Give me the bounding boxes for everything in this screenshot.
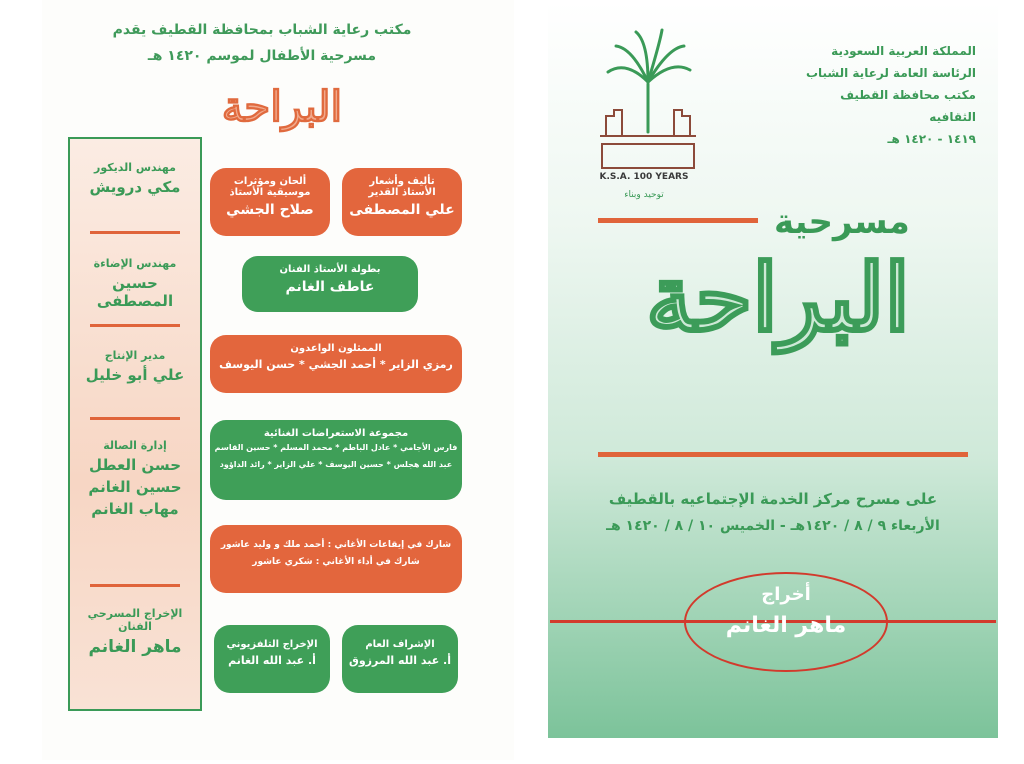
- right-page: [548, 2, 998, 738]
- credit-name: حسين الغانم: [88, 478, 182, 496]
- blob-music: [210, 168, 330, 236]
- director-name: ماهر الغانم: [725, 613, 847, 638]
- venue-line: على مسرح مركز الخدمة الإجتماعيه بالقطيف: [608, 490, 938, 508]
- cover-title: البراحة: [646, 244, 910, 352]
- credit-name: مكي درويش: [89, 178, 181, 196]
- header-line-1: مكتب رعاية الشباب بمحافظة القطيف يقدم: [112, 22, 412, 38]
- blob-rhythms: [210, 525, 462, 593]
- credit-role: مدير الإنتاج: [104, 349, 166, 362]
- blob-name: أ. عبد الله المرزوق: [349, 654, 451, 667]
- credit-role: مهندس الإضاءة: [93, 257, 177, 270]
- header-line-2: مسرحية الأطفال لموسم ١٤٢٠ هـ: [147, 48, 377, 64]
- ministry-line: الرئاسة العامة لرعاية الشباب: [805, 66, 976, 80]
- credit-lighting: [76, 257, 194, 310]
- blob-line: الإخراج التلفزيوني: [226, 639, 318, 650]
- credit-name: حسن العطل: [88, 456, 182, 474]
- separator: [90, 231, 180, 234]
- separator: [90, 324, 180, 327]
- blob-line: شارك في إيقاعات الأغاني : أحمد ملك و وليد عاشور: [220, 540, 452, 550]
- blob-name: صلاح الجشي: [226, 202, 314, 218]
- credit-decor: [76, 161, 194, 196]
- blob-line: بطولة الأستاذ الفنان: [279, 264, 381, 275]
- director-oval: [684, 572, 888, 672]
- blob-name: عاطف الغانم: [285, 279, 375, 295]
- blob-star: [242, 256, 418, 312]
- director-role: أخراج: [761, 584, 811, 605]
- dates-line: الأربعاء ٩ / ٨ / ١٤٢٠هـ - الخميس ١٠ / ٨ / ١٤٢٠ هـ: [606, 518, 940, 534]
- blob-name: أ. عبد الله الغانم: [228, 654, 316, 667]
- blob-line: شارك في أداء الأغاني : شكري عاشور: [252, 557, 420, 567]
- rule-short: [598, 218, 758, 223]
- blob-line: ألحان ومؤثرات: [233, 176, 307, 187]
- credit-hall: [76, 439, 194, 518]
- blob-author: [342, 168, 462, 236]
- blob-line: تأليف وأشعار: [369, 176, 435, 187]
- credit-role: الإخراج المسرحي الفنان: [87, 607, 183, 633]
- blob-supervision: [342, 625, 458, 693]
- centennial-logo-icon: [588, 24, 708, 184]
- blob-line: الإشراف العام: [365, 639, 435, 650]
- credit-role: إدارة الصالة: [103, 439, 167, 452]
- play-label: مسرحية: [774, 202, 910, 242]
- logo-caption: K.S.A. 100 YEARS: [599, 172, 689, 182]
- ministry-line: ١٤١٩ - ١٤٢٠ هـ: [887, 132, 976, 146]
- ministry-line: المملكة العربية السعودية: [831, 44, 976, 58]
- rule-long: [598, 452, 968, 457]
- blob-line: رمزي الزاير * أحمد الجشي * حسن اليوسف: [219, 358, 453, 371]
- blob-name: علي المصطفى: [349, 202, 455, 218]
- blob-tv-direction: [214, 625, 330, 693]
- left-page: [42, 0, 514, 760]
- credit-name: مهاب الغانم: [91, 500, 179, 518]
- ministry-line: الثقافيه: [929, 110, 976, 124]
- blob-line: الأستاذ القدير: [368, 187, 436, 198]
- blob-line: الممثلون الواعدون: [290, 343, 382, 354]
- credit-name: حسين المصطفى: [96, 274, 174, 310]
- left-title: البراحة: [221, 82, 343, 131]
- blob-line: فارس الأجامي * عادل الباطم * محمد المسلم * حسين القاسم: [214, 443, 458, 452]
- blob-young-actors: [210, 335, 462, 393]
- blob-dancers: [210, 420, 462, 500]
- separator: [90, 584, 180, 587]
- ministry-line: مكتب محافظة القطيف: [840, 88, 976, 102]
- blob-line: عبد الله هجلس * حسين اليوسف * علي الزاير * رائد الداؤود: [219, 460, 453, 469]
- logo-tagline: توحيد وبناء: [624, 190, 664, 200]
- credit-production: [76, 349, 194, 384]
- blob-line: موسيقية الأستاذ: [229, 187, 311, 198]
- credit-role: مهندس الديكور: [94, 161, 176, 174]
- credit-director: [76, 607, 194, 657]
- credit-name: علي أبو خليل: [85, 366, 185, 384]
- credits-column: [68, 137, 202, 711]
- blob-line: مجموعة الاستعراضات الغنائية: [263, 428, 409, 439]
- credit-name: ماهر الغانم: [88, 637, 182, 657]
- separator: [90, 417, 180, 420]
